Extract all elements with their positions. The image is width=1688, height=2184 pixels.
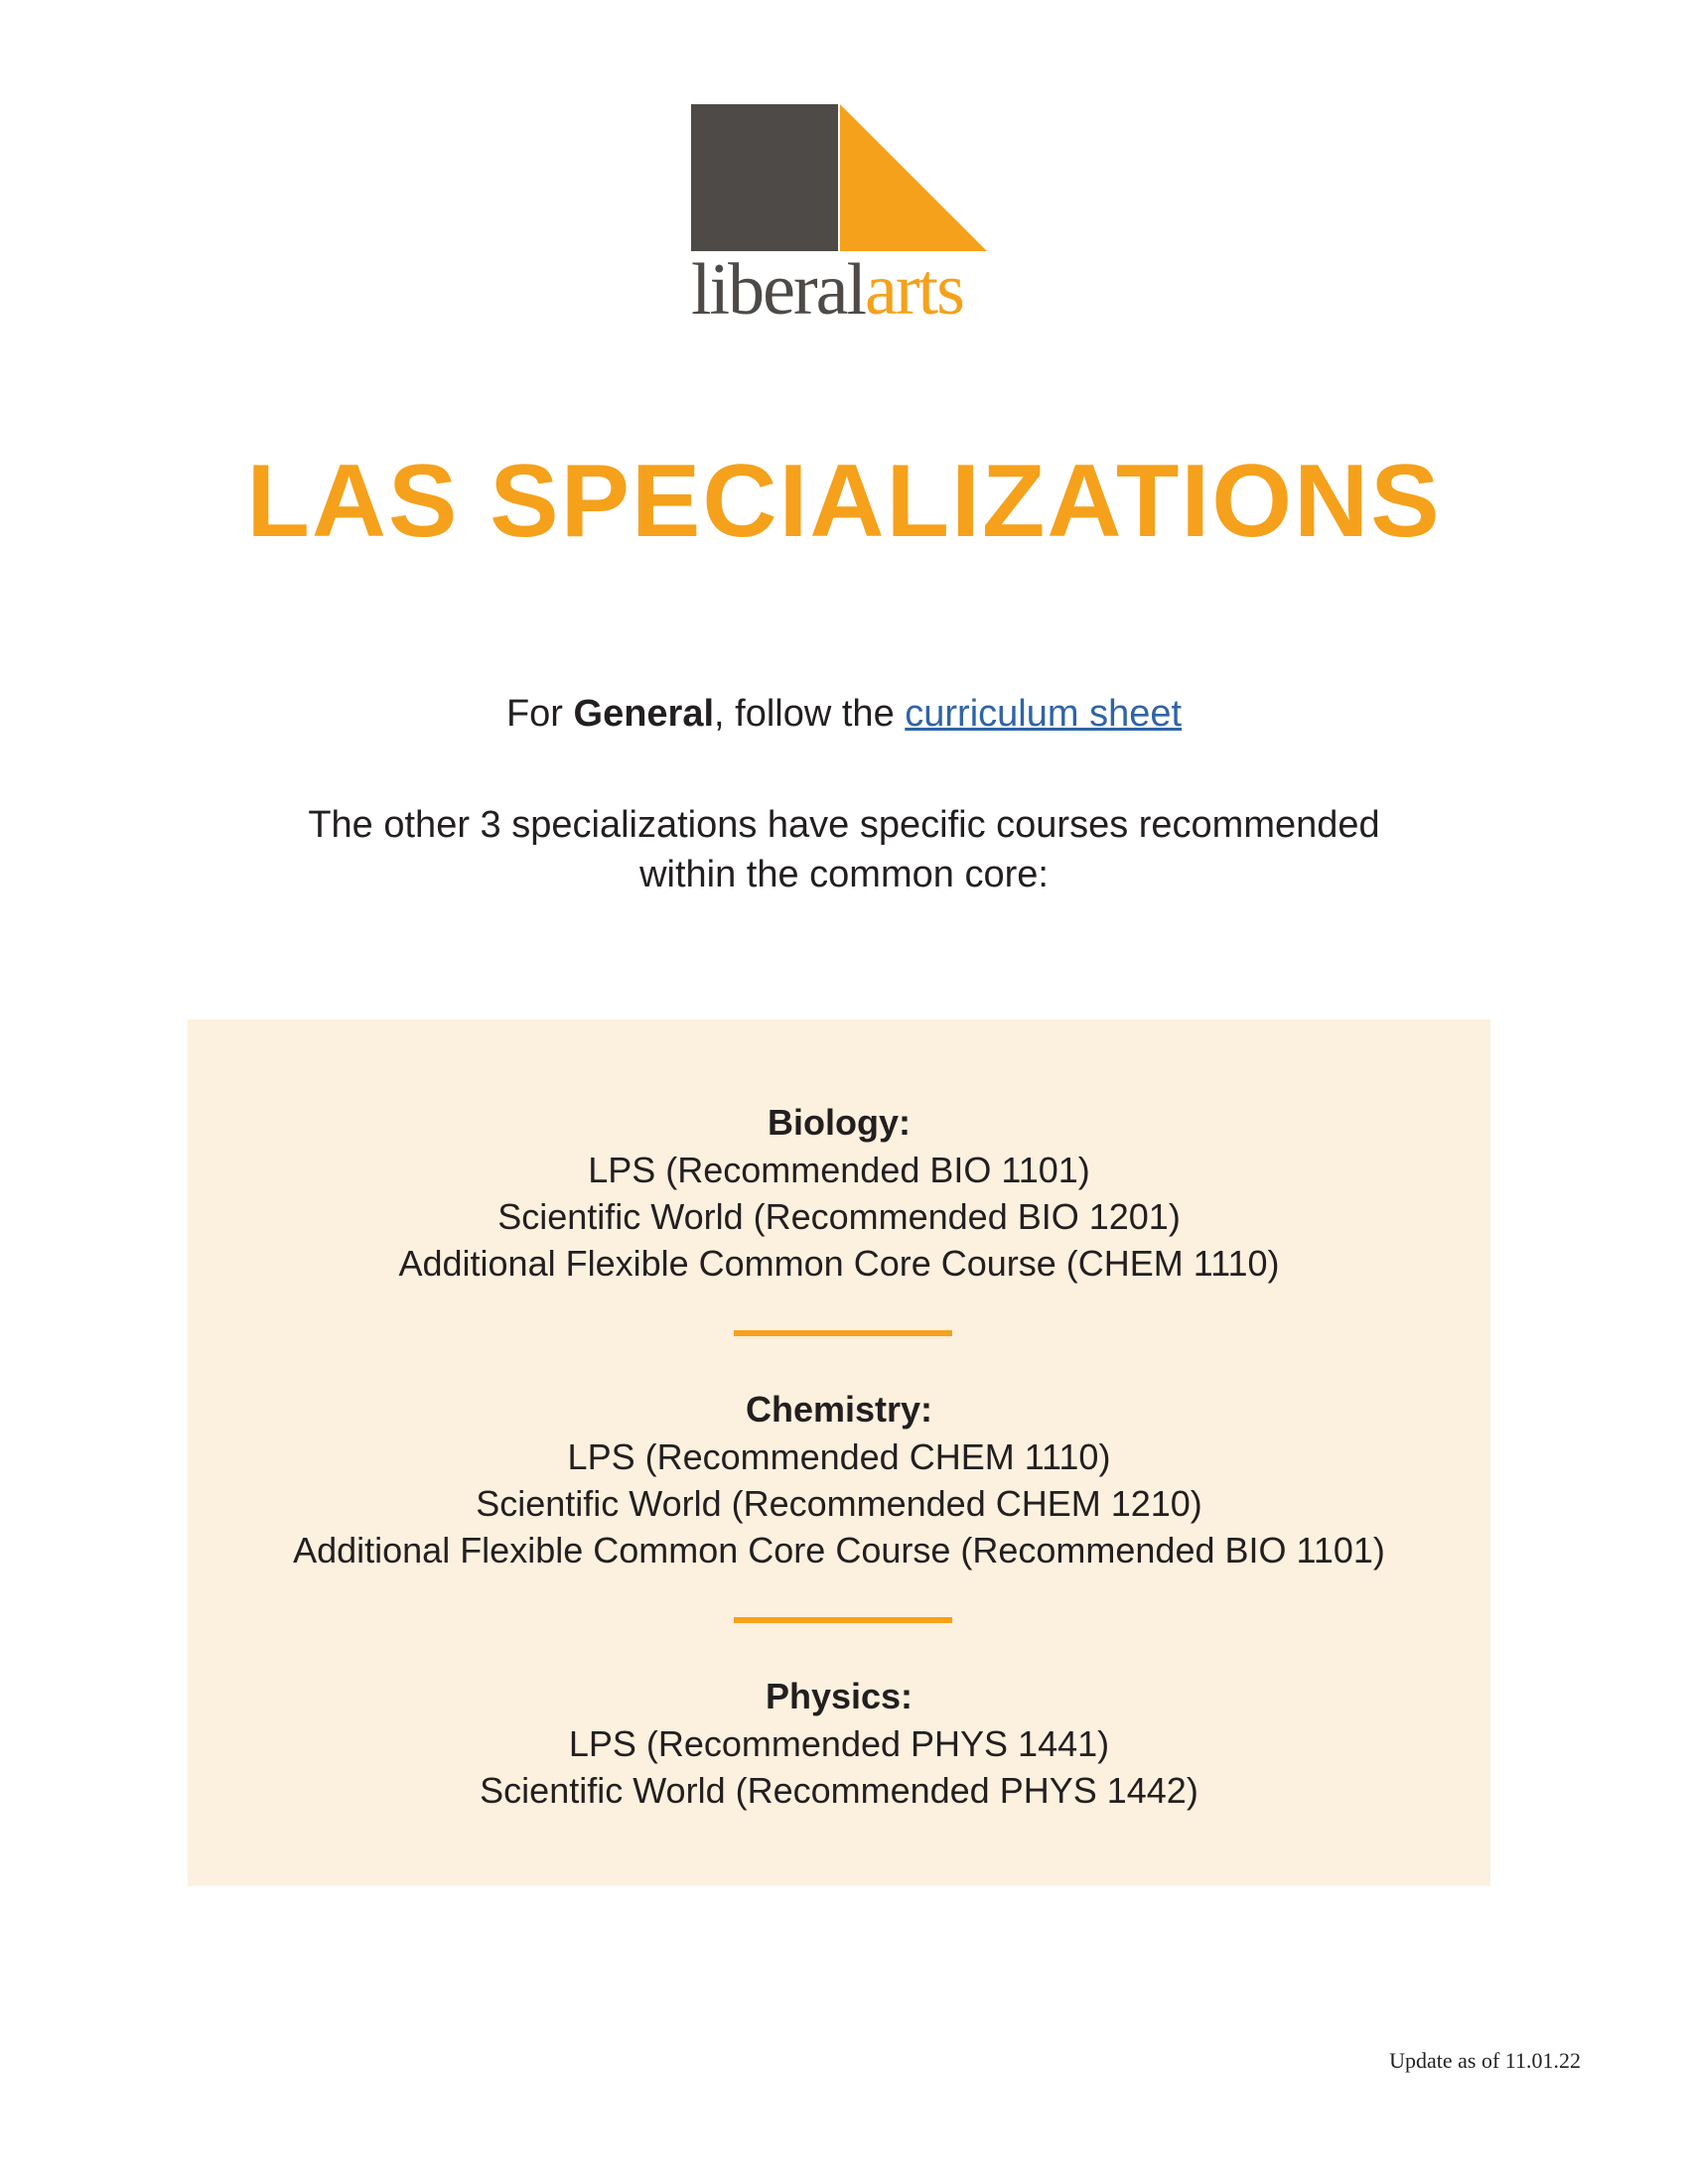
update-date-footer: Update as of 11.01.22: [1389, 2048, 1581, 2073]
specialization-physics: [188, 1673, 1490, 1814]
course-line: LPS (Recommended PHYS 1441): [568, 1723, 1110, 1764]
specialization-heading: Biology:: [768, 1102, 911, 1143]
liberal-arts-logo: [691, 104, 989, 331]
course-line: Additional Flexible Common Core Course (Recommended BIO 1101): [293, 1530, 1385, 1570]
intro-prefix: For: [505, 693, 574, 735]
specializations-box: [188, 1020, 1490, 1886]
logo-word-liberal: liberal: [691, 249, 866, 331]
specialization-heading: Physics:: [765, 1676, 914, 1716]
specialization-heading: Chemistry:: [745, 1389, 933, 1430]
logo-dark-square: [691, 104, 838, 251]
specialization-biology: [188, 1099, 1490, 1287]
logo-orange-triangle: [840, 104, 987, 251]
intro-general-bold: General: [573, 693, 715, 735]
curriculum-sheet-link[interactable]: curriculum sheet: [905, 693, 1183, 735]
logo-mark-icon: [691, 104, 989, 253]
specialization-chemistry: [188, 1386, 1490, 1573]
course-line: Additional Flexible Common Core Course (CHEM 1110): [398, 1243, 1280, 1284]
course-line: Scientific World (Recommended CHEM 1210): [476, 1483, 1202, 1524]
logo-wordmark: [691, 249, 989, 331]
logo-word-arts: arts: [865, 249, 963, 331]
section-divider: [734, 1330, 952, 1336]
course-line: Scientific World (Recommended PHYS 1442): [480, 1770, 1198, 1811]
intro-line-3: within the common core:: [639, 854, 1049, 895]
section-divider: [734, 1617, 952, 1623]
course-line: Scientific World (Recommended BIO 1201): [497, 1196, 1181, 1237]
intro-general-line: [0, 689, 1688, 739]
intro-middle: , follow the: [714, 693, 906, 735]
intro-specializations-text: [0, 800, 1688, 899]
page-title: LAS SPECIALIZATIONS: [246, 444, 1442, 559]
course-line: LPS (Recommended CHEM 1110): [567, 1436, 1111, 1477]
intro-line-2: The other 3 specializations have specific courses recommended: [308, 804, 1380, 846]
course-line: LPS (Recommended BIO 1101): [588, 1150, 1090, 1190]
